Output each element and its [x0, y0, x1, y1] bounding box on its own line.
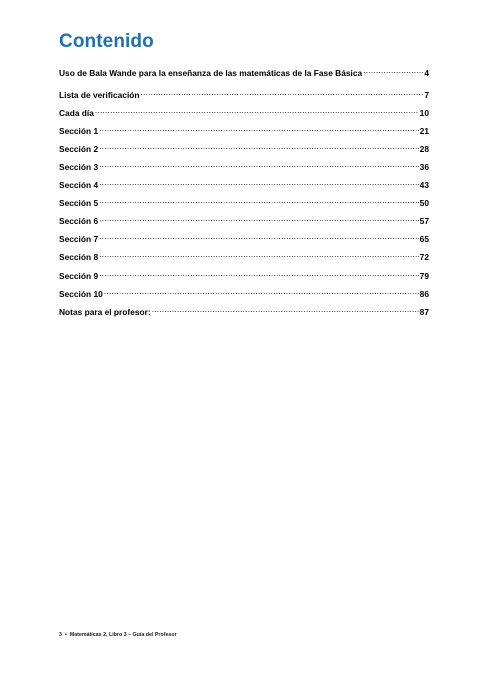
toc-entry[interactable]	[59, 268, 429, 286]
toc-dot-leader	[141, 87, 424, 98]
toc-entry-label: Sección 4	[59, 180, 99, 191]
toc-entry[interactable]	[59, 213, 429, 231]
toc-dot-leader	[104, 286, 419, 297]
toc-entry-page: 36	[419, 161, 429, 172]
toc-entry-label: Notas para el profesor:	[59, 306, 151, 317]
toc-dot-leader	[95, 105, 419, 116]
toc-entry[interactable]	[59, 231, 429, 249]
toc-entry-label: Cada día	[59, 107, 94, 118]
toc-entry[interactable]	[59, 141, 429, 159]
toc-dot-leader	[99, 159, 419, 170]
toc-entry-label: Sección 10	[59, 288, 103, 299]
page-title: Contenido	[59, 31, 154, 52]
toc-entry[interactable]	[59, 87, 429, 105]
toc-entry[interactable]	[59, 177, 429, 195]
toc-entry[interactable]	[59, 195, 429, 213]
footer-bullet: •	[64, 632, 67, 638]
toc-dot-leader	[99, 123, 419, 134]
toc-entry-label: Sección 6	[59, 216, 99, 227]
footer-page-number: 3	[59, 632, 62, 638]
toc-dot-leader	[99, 268, 419, 279]
page-footer	[59, 632, 180, 638]
toc-entry[interactable]	[59, 123, 429, 141]
toc-dot-leader	[99, 141, 419, 152]
toc-entry-page: 21	[419, 125, 429, 136]
toc-entry-label: Sección 1	[59, 125, 99, 136]
toc-entry[interactable]	[59, 304, 429, 322]
toc-entry-page: 43	[419, 180, 429, 191]
toc-entry-page: 65	[419, 234, 429, 245]
toc-entry-label: Sección 3	[59, 161, 99, 172]
toc-entry-page: 86	[419, 288, 429, 299]
table-of-contents	[59, 65, 429, 322]
toc-entry-label: Lista de verificación	[59, 89, 140, 100]
toc-dot-leader	[99, 213, 419, 224]
toc-entry-label: Sección 2	[59, 143, 99, 154]
toc-entry-page: 50	[419, 198, 429, 209]
toc-entry-label: Sección 7	[59, 234, 99, 245]
toc-dot-leader	[99, 231, 419, 242]
toc-entry-label: Sección 8	[59, 252, 99, 263]
toc-entry-page: 28	[419, 143, 429, 154]
toc-dot-leader	[99, 195, 419, 206]
toc-entry[interactable]	[59, 159, 429, 177]
toc-entry[interactable]	[59, 286, 429, 304]
toc-entry-label: Uso de Bala Wande para la enseñanza de las matemáticas de la Fase Básica	[59, 68, 363, 78]
toc-entry[interactable]	[59, 105, 429, 123]
toc-entry-page: 79	[419, 270, 429, 281]
toc-entry-page: 57	[419, 216, 429, 227]
toc-dot-leader	[99, 177, 419, 188]
toc-entry-page: 72	[419, 252, 429, 263]
toc-entry-page: 87	[419, 306, 429, 317]
toc-entry-page: 10	[419, 107, 429, 118]
toc-dot-leader	[152, 304, 419, 315]
toc-entry[interactable]	[59, 65, 429, 83]
toc-entry[interactable]	[59, 249, 429, 267]
toc-entry-label: Sección 9	[59, 270, 99, 281]
toc-entry-label: Sección 5	[59, 198, 99, 209]
toc-dot-leader	[99, 249, 419, 260]
footer-book-title: Matemáticas 2, Libro 3 – Guía del Profesor	[69, 632, 177, 638]
toc-dot-leader	[363, 65, 423, 76]
toc-entry-page: 4	[424, 68, 429, 78]
toc-entry-page: 7	[424, 89, 429, 100]
